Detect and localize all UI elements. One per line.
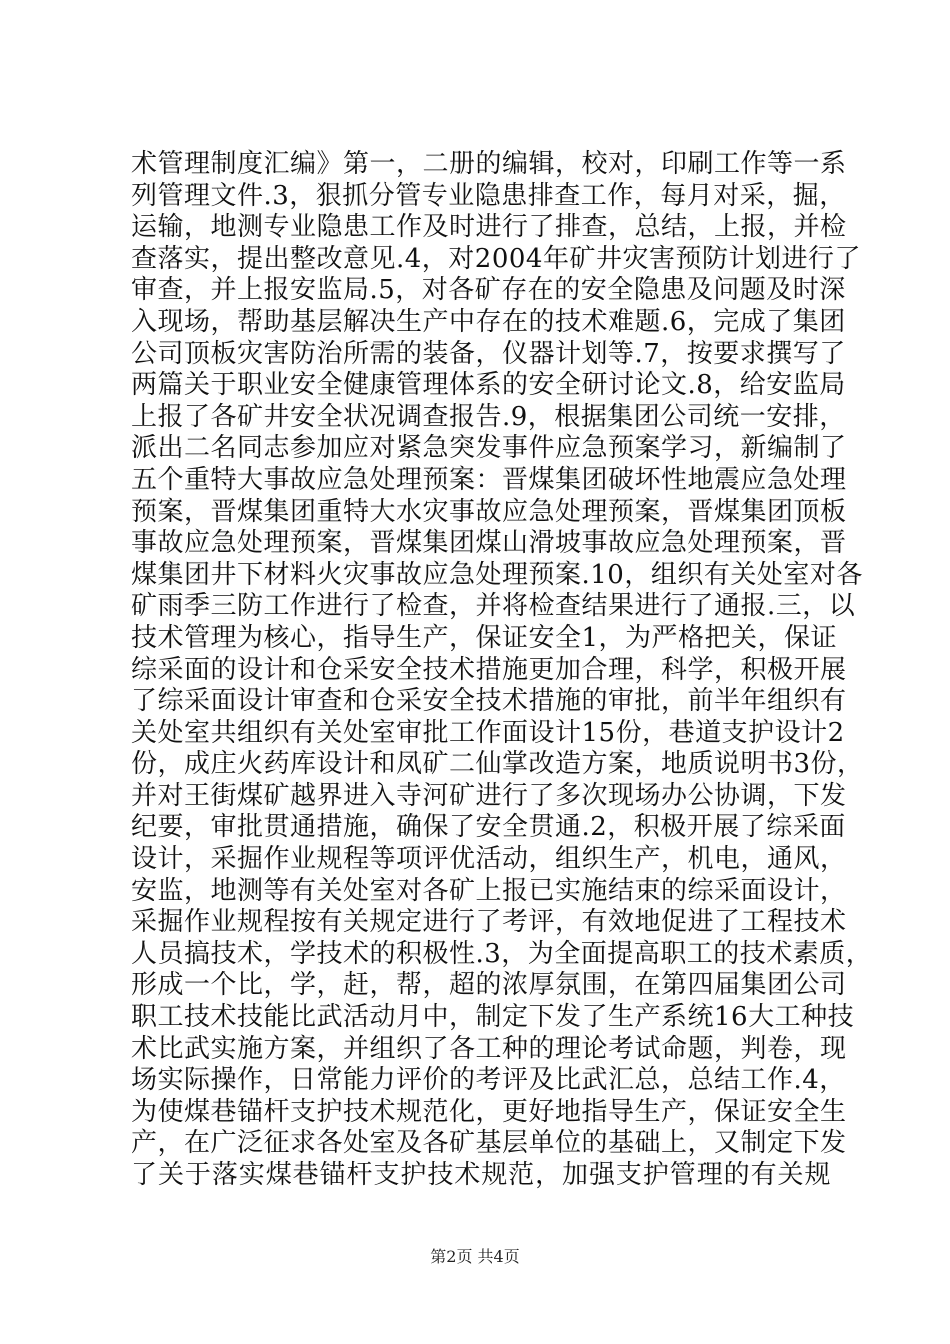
page-footer: 第2页 共4页 [430,1247,520,1266]
text-line: 查落实，提出整改意见.4，对2004年矿井灾害预防计划进行了 [131,243,861,274]
text-line: 设计，采掘作业规程等项评优活动，组织生产，机电，通风， [131,844,847,875]
text-line: 了关于落实煤巷锚杆支护技术规范，加强支护管理的有关规 [131,1160,831,1190]
text-line: 两篇关于职业安全健康管理体系的安全研讨论文.8，给安监局 [131,370,846,401]
text-line: 五个重特大事故应急处理预案：晋煤集团破坏性地震应急处理 [131,464,847,495]
text-line: 纪要，审批贯通措施，确保了安全贯通.2，积极开展了综采面 [131,812,846,843]
text-line: 形成一个比，学，赶，帮，超的浓厚氛围，在第四届集团公司 [131,970,847,1001]
text-line: 技术管理为核心，指导生产，保证安全1，为严格把关，保证 [131,622,838,653]
text-line: 审查，并上报安监局.5，对各矿存在的安全隐患及问题及时深 [131,275,846,306]
text-line: 上报了各矿井安全状况调查报告.9，根据集团公司统一安排， [131,401,846,432]
text-line: 为使煤巷锚杆支护技术规范化，更好地指导生产，保证安全生 [131,1096,847,1127]
text-line: 了综采面设计审查和仓采安全技术措施的审批，前半年组织有 [131,686,847,717]
text-line: 职工技术技能比武活动月中，制定下发了生产系统16大工种技 [131,1002,855,1033]
text-line: 入现场，帮助基层解决生产中存在的技术难题.6，完成了集团 [131,306,846,337]
text-line: 预案，晋煤集团重特大水灾事故应急处理预案，晋煤集团顶板 [131,496,847,527]
text-line: 并对王街煤矿越界进入寺河矿进行了多次现场办公协调，下发 [131,780,847,811]
text-line: 术比武实施方案，并组织了各工种的理论考试命题，判卷，现 [131,1033,847,1064]
text-line: 采掘作业规程按有关规定进行了考评，有效地促进了工程技术 [131,907,847,938]
text-line: 综采面的设计和仓采安全技术措施更加合理，科学，积极开展 [131,654,847,685]
text-line: 运输，地测专业隐患工作及时进行了排查，总结，上报，并检 [131,212,847,243]
text-line: 煤集团井下材料火灾事故应急处理预案.10，组织有关处室对各 [131,559,863,590]
text-line: 份，成庄火药库设计和凤矿二仙掌改造方案，地质说明书3份， [131,749,864,780]
text-line: 关处室共组织有关处室审批工作面设计15份，巷道支护设计2 [131,717,845,748]
text-line: 公司顶板灾害防治所需的装备，仪器计划等.7，按要求撰写了 [131,338,846,369]
text-line: 派出二名同志参加应对紧急突发事件应急预案学习，新编制了 [131,433,847,464]
text-line: 术管理制度汇编》第一，二册的编辑，校对，印刷工作等一系 [131,149,847,179]
text-line: 人员搞技术，学技术的积极性.3，为全面提高职工的技术素质， [131,938,873,969]
text-line: 产，在广泛征求各处室及各矿基层单位的基础上，又制定下发 [131,1128,847,1159]
text-line: 列管理文件.3，狠抓分管专业隐患排查工作，每月对采，掘， [131,180,846,211]
text-line: 矿雨季三防工作进行了检查，并将检查结果进行了通报.三，以 [131,591,856,622]
body-text [131,149,873,1192]
text-line: 事故应急处理预案，晋煤集团煤山滑坡事故应急处理预案，晋 [131,528,847,559]
text-line: 安监，地测等有关处室对各矿上报已实施结束的综采面设计， [131,875,847,906]
text-line: 场实际操作，日常能力评价的考评及比武汇总，总结工作.4， [131,1065,846,1096]
